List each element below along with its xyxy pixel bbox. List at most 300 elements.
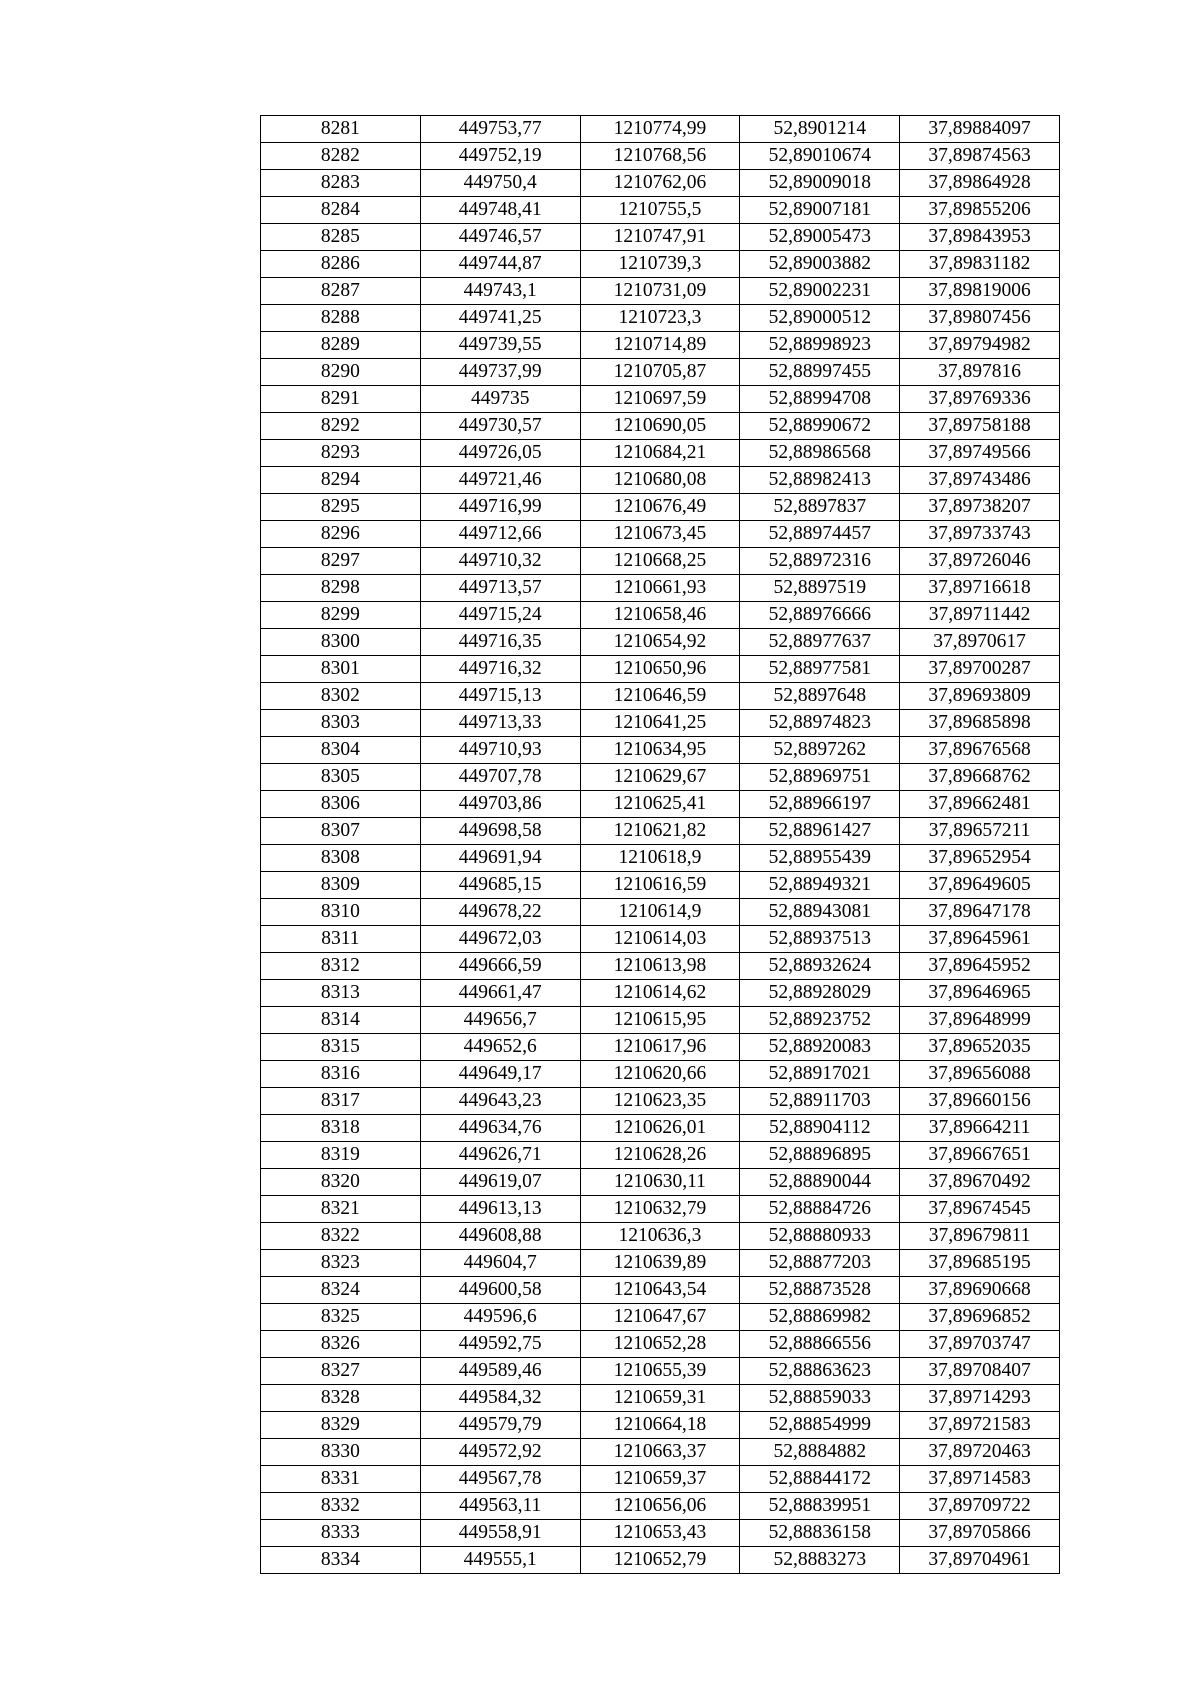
point-number-cell: 8323 xyxy=(261,1250,421,1277)
table-row xyxy=(261,1304,1060,1331)
latitude-cell: 52,88955439 xyxy=(740,845,900,872)
point-number-cell: 8325 xyxy=(261,1304,421,1331)
latitude-cell: 52,88859033 xyxy=(740,1385,900,1412)
longitude-cell: 37,89874563 xyxy=(900,143,1060,170)
x-coordinate-cell: 449713,33 xyxy=(420,710,580,737)
x-coordinate-cell: 449753,77 xyxy=(420,116,580,143)
latitude-cell: 52,88869982 xyxy=(740,1304,900,1331)
y-coordinate-cell: 1210697,59 xyxy=(580,386,740,413)
longitude-cell: 37,89726046 xyxy=(900,548,1060,575)
point-number-cell: 8288 xyxy=(261,305,421,332)
longitude-cell: 37,89656088 xyxy=(900,1061,1060,1088)
latitude-cell: 52,88917021 xyxy=(740,1061,900,1088)
latitude-cell: 52,88986568 xyxy=(740,440,900,467)
y-coordinate-cell: 1210618,9 xyxy=(580,845,740,872)
latitude-cell: 52,88873528 xyxy=(740,1277,900,1304)
longitude-cell: 37,89648999 xyxy=(900,1007,1060,1034)
table-row xyxy=(261,629,1060,656)
table-row xyxy=(261,764,1060,791)
x-coordinate-cell: 449744,87 xyxy=(420,251,580,278)
point-number-cell: 8313 xyxy=(261,980,421,1007)
longitude-cell: 37,89647178 xyxy=(900,899,1060,926)
y-coordinate-cell: 1210723,3 xyxy=(580,305,740,332)
x-coordinate-cell: 449656,7 xyxy=(420,1007,580,1034)
x-coordinate-cell: 449619,07 xyxy=(420,1169,580,1196)
y-coordinate-cell: 1210768,56 xyxy=(580,143,740,170)
point-number-cell: 8328 xyxy=(261,1385,421,1412)
longitude-cell: 37,89664211 xyxy=(900,1115,1060,1142)
table-row xyxy=(261,386,1060,413)
x-coordinate-cell: 449710,32 xyxy=(420,548,580,575)
table-row xyxy=(261,1250,1060,1277)
y-coordinate-cell: 1210664,18 xyxy=(580,1412,740,1439)
point-number-cell: 8298 xyxy=(261,575,421,602)
point-number-cell: 8326 xyxy=(261,1331,421,1358)
point-number-cell: 8292 xyxy=(261,413,421,440)
latitude-cell: 52,88966197 xyxy=(740,791,900,818)
longitude-cell: 37,89711442 xyxy=(900,602,1060,629)
point-number-cell: 8314 xyxy=(261,1007,421,1034)
latitude-cell: 52,88923752 xyxy=(740,1007,900,1034)
latitude-cell: 52,88839951 xyxy=(740,1493,900,1520)
x-coordinate-cell: 449715,24 xyxy=(420,602,580,629)
y-coordinate-cell: 1210646,59 xyxy=(580,683,740,710)
point-number-cell: 8289 xyxy=(261,332,421,359)
point-number-cell: 8293 xyxy=(261,440,421,467)
table-row xyxy=(261,1034,1060,1061)
longitude-cell: 37,89685898 xyxy=(900,710,1060,737)
longitude-cell: 37,89645952 xyxy=(900,953,1060,980)
point-number-cell: 8320 xyxy=(261,1169,421,1196)
point-number-cell: 8282 xyxy=(261,143,421,170)
point-number-cell: 8311 xyxy=(261,926,421,953)
y-coordinate-cell: 1210617,96 xyxy=(580,1034,740,1061)
point-number-cell: 8281 xyxy=(261,116,421,143)
x-coordinate-cell: 449743,1 xyxy=(420,278,580,305)
y-coordinate-cell: 1210731,09 xyxy=(580,278,740,305)
longitude-cell: 37,89676568 xyxy=(900,737,1060,764)
latitude-cell: 52,88949321 xyxy=(740,872,900,899)
table-row xyxy=(261,602,1060,629)
x-coordinate-cell: 449741,25 xyxy=(420,305,580,332)
table-row xyxy=(261,899,1060,926)
y-coordinate-cell: 1210634,95 xyxy=(580,737,740,764)
table-row xyxy=(261,1520,1060,1547)
point-number-cell: 8283 xyxy=(261,170,421,197)
longitude-cell: 37,89758188 xyxy=(900,413,1060,440)
table-row xyxy=(261,251,1060,278)
y-coordinate-cell: 1210739,3 xyxy=(580,251,740,278)
longitude-cell: 37,89700287 xyxy=(900,656,1060,683)
longitude-cell: 37,89670492 xyxy=(900,1169,1060,1196)
table-row xyxy=(261,980,1060,1007)
x-coordinate-cell: 449666,59 xyxy=(420,953,580,980)
x-coordinate-cell: 449752,19 xyxy=(420,143,580,170)
point-number-cell: 8287 xyxy=(261,278,421,305)
table-row xyxy=(261,1277,1060,1304)
y-coordinate-cell: 1210641,25 xyxy=(580,710,740,737)
latitude-cell: 52,88884726 xyxy=(740,1196,900,1223)
latitude-cell: 52,88928029 xyxy=(740,980,900,1007)
latitude-cell: 52,88961427 xyxy=(740,818,900,845)
x-coordinate-cell: 449584,32 xyxy=(420,1385,580,1412)
latitude-cell: 52,88982413 xyxy=(740,467,900,494)
point-number-cell: 8290 xyxy=(261,359,421,386)
latitude-cell: 52,88977581 xyxy=(740,656,900,683)
table-row xyxy=(261,1196,1060,1223)
y-coordinate-cell: 1210653,43 xyxy=(580,1520,740,1547)
y-coordinate-cell: 1210676,49 xyxy=(580,494,740,521)
x-coordinate-cell: 449716,32 xyxy=(420,656,580,683)
table-row xyxy=(261,1007,1060,1034)
table-row xyxy=(261,710,1060,737)
x-coordinate-cell: 449678,22 xyxy=(420,899,580,926)
longitude-cell: 37,89807456 xyxy=(900,305,1060,332)
x-coordinate-cell: 449563,11 xyxy=(420,1493,580,1520)
latitude-cell: 52,8897262 xyxy=(740,737,900,764)
y-coordinate-cell: 1210614,62 xyxy=(580,980,740,1007)
point-number-cell: 8317 xyxy=(261,1088,421,1115)
longitude-cell: 37,89714583 xyxy=(900,1466,1060,1493)
longitude-cell: 37,897816 xyxy=(900,359,1060,386)
table-row xyxy=(261,1547,1060,1574)
longitude-cell: 37,89709722 xyxy=(900,1493,1060,1520)
x-coordinate-cell: 449555,1 xyxy=(420,1547,580,1574)
y-coordinate-cell: 1210663,37 xyxy=(580,1439,740,1466)
x-coordinate-cell: 449748,41 xyxy=(420,197,580,224)
y-coordinate-cell: 1210625,41 xyxy=(580,791,740,818)
x-coordinate-cell: 449698,58 xyxy=(420,818,580,845)
y-coordinate-cell: 1210652,28 xyxy=(580,1331,740,1358)
latitude-cell: 52,88972316 xyxy=(740,548,900,575)
x-coordinate-cell: 449604,7 xyxy=(420,1250,580,1277)
table-row xyxy=(261,737,1060,764)
x-coordinate-cell: 449726,05 xyxy=(420,440,580,467)
table-row xyxy=(261,1223,1060,1250)
point-number-cell: 8299 xyxy=(261,602,421,629)
point-number-cell: 8300 xyxy=(261,629,421,656)
point-number-cell: 8334 xyxy=(261,1547,421,1574)
point-number-cell: 8324 xyxy=(261,1277,421,1304)
y-coordinate-cell: 1210650,96 xyxy=(580,656,740,683)
point-number-cell: 8303 xyxy=(261,710,421,737)
y-coordinate-cell: 1210705,87 xyxy=(580,359,740,386)
longitude-cell: 37,89884097 xyxy=(900,116,1060,143)
x-coordinate-cell: 449685,15 xyxy=(420,872,580,899)
latitude-cell: 52,89009018 xyxy=(740,170,900,197)
table-row xyxy=(261,278,1060,305)
y-coordinate-cell: 1210774,99 xyxy=(580,116,740,143)
latitude-cell: 52,88920083 xyxy=(740,1034,900,1061)
y-coordinate-cell: 1210632,79 xyxy=(580,1196,740,1223)
point-number-cell: 8285 xyxy=(261,224,421,251)
y-coordinate-cell: 1210762,06 xyxy=(580,170,740,197)
x-coordinate-cell: 449596,6 xyxy=(420,1304,580,1331)
longitude-cell: 37,89645961 xyxy=(900,926,1060,953)
x-coordinate-cell: 449737,99 xyxy=(420,359,580,386)
longitude-cell: 37,89693809 xyxy=(900,683,1060,710)
x-coordinate-cell: 449558,91 xyxy=(420,1520,580,1547)
y-coordinate-cell: 1210668,25 xyxy=(580,548,740,575)
longitude-cell: 37,89685195 xyxy=(900,1250,1060,1277)
coordinates-table-body xyxy=(261,116,1060,1574)
y-coordinate-cell: 1210615,95 xyxy=(580,1007,740,1034)
table-row xyxy=(261,1088,1060,1115)
latitude-cell: 52,88863623 xyxy=(740,1358,900,1385)
point-number-cell: 8296 xyxy=(261,521,421,548)
point-number-cell: 8284 xyxy=(261,197,421,224)
longitude-cell: 37,89660156 xyxy=(900,1088,1060,1115)
longitude-cell: 37,89667651 xyxy=(900,1142,1060,1169)
latitude-cell: 52,88974823 xyxy=(740,710,900,737)
longitude-cell: 37,89652035 xyxy=(900,1034,1060,1061)
latitude-cell: 52,89007181 xyxy=(740,197,900,224)
longitude-cell: 37,89794982 xyxy=(900,332,1060,359)
table-row xyxy=(261,953,1060,980)
latitude-cell: 52,8897837 xyxy=(740,494,900,521)
longitude-cell: 37,89769336 xyxy=(900,386,1060,413)
table-row xyxy=(261,548,1060,575)
latitude-cell: 52,88854999 xyxy=(740,1412,900,1439)
longitude-cell: 37,89743486 xyxy=(900,467,1060,494)
latitude-cell: 52,88866556 xyxy=(740,1331,900,1358)
latitude-cell: 52,88896895 xyxy=(740,1142,900,1169)
latitude-cell: 52,88974457 xyxy=(740,521,900,548)
y-coordinate-cell: 1210647,67 xyxy=(580,1304,740,1331)
x-coordinate-cell: 449643,23 xyxy=(420,1088,580,1115)
y-coordinate-cell: 1210673,45 xyxy=(580,521,740,548)
y-coordinate-cell: 1210690,05 xyxy=(580,413,740,440)
y-coordinate-cell: 1210626,01 xyxy=(580,1115,740,1142)
point-number-cell: 8322 xyxy=(261,1223,421,1250)
x-coordinate-cell: 449634,76 xyxy=(420,1115,580,1142)
table-row xyxy=(261,170,1060,197)
longitude-cell: 37,89855206 xyxy=(900,197,1060,224)
latitude-cell: 52,88844172 xyxy=(740,1466,900,1493)
longitude-cell: 37,89690668 xyxy=(900,1277,1060,1304)
point-number-cell: 8304 xyxy=(261,737,421,764)
latitude-cell: 52,8897648 xyxy=(740,683,900,710)
point-number-cell: 8316 xyxy=(261,1061,421,1088)
x-coordinate-cell: 449691,94 xyxy=(420,845,580,872)
y-coordinate-cell: 1210680,08 xyxy=(580,467,740,494)
longitude-cell: 37,89657211 xyxy=(900,818,1060,845)
point-number-cell: 8333 xyxy=(261,1520,421,1547)
y-coordinate-cell: 1210621,82 xyxy=(580,818,740,845)
longitude-cell: 37,89674545 xyxy=(900,1196,1060,1223)
table-row xyxy=(261,1439,1060,1466)
longitude-cell: 37,89721583 xyxy=(900,1412,1060,1439)
table-row xyxy=(261,197,1060,224)
table-row xyxy=(261,1466,1060,1493)
longitude-cell: 37,89864928 xyxy=(900,170,1060,197)
x-coordinate-cell: 449592,75 xyxy=(420,1331,580,1358)
latitude-cell: 52,89003882 xyxy=(740,251,900,278)
longitude-cell: 37,89649605 xyxy=(900,872,1060,899)
latitude-cell: 52,89005473 xyxy=(740,224,900,251)
latitude-cell: 52,88836158 xyxy=(740,1520,900,1547)
longitude-cell: 37,89662481 xyxy=(900,791,1060,818)
point-number-cell: 8318 xyxy=(261,1115,421,1142)
table-row xyxy=(261,818,1060,845)
x-coordinate-cell: 449652,6 xyxy=(420,1034,580,1061)
longitude-cell: 37,89831182 xyxy=(900,251,1060,278)
latitude-cell: 52,88990672 xyxy=(740,413,900,440)
latitude-cell: 52,88997455 xyxy=(740,359,900,386)
x-coordinate-cell: 449589,46 xyxy=(420,1358,580,1385)
latitude-cell: 52,88911703 xyxy=(740,1088,900,1115)
point-number-cell: 8309 xyxy=(261,872,421,899)
longitude-cell: 37,89705866 xyxy=(900,1520,1060,1547)
table-row xyxy=(261,116,1060,143)
point-number-cell: 8315 xyxy=(261,1034,421,1061)
latitude-cell: 52,88877203 xyxy=(740,1250,900,1277)
x-coordinate-cell: 449739,55 xyxy=(420,332,580,359)
longitude-cell: 37,89668762 xyxy=(900,764,1060,791)
table-row xyxy=(261,1331,1060,1358)
table-row xyxy=(261,1061,1060,1088)
y-coordinate-cell: 1210636,3 xyxy=(580,1223,740,1250)
table-row xyxy=(261,926,1060,953)
y-coordinate-cell: 1210639,89 xyxy=(580,1250,740,1277)
table-row xyxy=(261,521,1060,548)
y-coordinate-cell: 1210613,98 xyxy=(580,953,740,980)
table-row xyxy=(261,1358,1060,1385)
point-number-cell: 8297 xyxy=(261,548,421,575)
latitude-cell: 52,8883273 xyxy=(740,1547,900,1574)
x-coordinate-cell: 449710,93 xyxy=(420,737,580,764)
table-row xyxy=(261,1493,1060,1520)
latitude-cell: 52,89000512 xyxy=(740,305,900,332)
longitude-cell: 37,89708407 xyxy=(900,1358,1060,1385)
point-number-cell: 8319 xyxy=(261,1142,421,1169)
y-coordinate-cell: 1210614,9 xyxy=(580,899,740,926)
point-number-cell: 8295 xyxy=(261,494,421,521)
point-number-cell: 8310 xyxy=(261,899,421,926)
longitude-cell: 37,89646965 xyxy=(900,980,1060,1007)
y-coordinate-cell: 1210643,54 xyxy=(580,1277,740,1304)
longitude-cell: 37,89738207 xyxy=(900,494,1060,521)
point-number-cell: 8307 xyxy=(261,818,421,845)
point-number-cell: 8302 xyxy=(261,683,421,710)
longitude-cell: 37,89749566 xyxy=(900,440,1060,467)
y-coordinate-cell: 1210628,26 xyxy=(580,1142,740,1169)
x-coordinate-cell: 449735 xyxy=(420,386,580,413)
longitude-cell: 37,89704961 xyxy=(900,1547,1060,1574)
x-coordinate-cell: 449600,58 xyxy=(420,1277,580,1304)
point-number-cell: 8291 xyxy=(261,386,421,413)
table-row xyxy=(261,494,1060,521)
point-number-cell: 8327 xyxy=(261,1358,421,1385)
table-row xyxy=(261,332,1060,359)
table-row xyxy=(261,413,1060,440)
x-coordinate-cell: 449626,71 xyxy=(420,1142,580,1169)
latitude-cell: 52,89002231 xyxy=(740,278,900,305)
point-number-cell: 8321 xyxy=(261,1196,421,1223)
y-coordinate-cell: 1210614,03 xyxy=(580,926,740,953)
x-coordinate-cell: 449672,03 xyxy=(420,926,580,953)
point-number-cell: 8331 xyxy=(261,1466,421,1493)
y-coordinate-cell: 1210652,79 xyxy=(580,1547,740,1574)
latitude-cell: 52,88904112 xyxy=(740,1115,900,1142)
latitude-cell: 52,88994708 xyxy=(740,386,900,413)
point-number-cell: 8332 xyxy=(261,1493,421,1520)
x-coordinate-cell: 449721,46 xyxy=(420,467,580,494)
longitude-cell: 37,89652954 xyxy=(900,845,1060,872)
table-row xyxy=(261,143,1060,170)
x-coordinate-cell: 449716,35 xyxy=(420,629,580,656)
latitude-cell: 52,89010674 xyxy=(740,143,900,170)
table-row xyxy=(261,440,1060,467)
point-number-cell: 8329 xyxy=(261,1412,421,1439)
x-coordinate-cell: 449567,78 xyxy=(420,1466,580,1493)
point-number-cell: 8306 xyxy=(261,791,421,818)
table-row xyxy=(261,1142,1060,1169)
latitude-cell: 52,88998923 xyxy=(740,332,900,359)
longitude-cell: 37,89716618 xyxy=(900,575,1060,602)
table-row xyxy=(261,1115,1060,1142)
table-row xyxy=(261,359,1060,386)
latitude-cell: 52,88890044 xyxy=(740,1169,900,1196)
point-number-cell: 8330 xyxy=(261,1439,421,1466)
point-number-cell: 8312 xyxy=(261,953,421,980)
y-coordinate-cell: 1210658,46 xyxy=(580,602,740,629)
table-row xyxy=(261,872,1060,899)
x-coordinate-cell: 449716,99 xyxy=(420,494,580,521)
longitude-cell: 37,89733743 xyxy=(900,521,1060,548)
y-coordinate-cell: 1210616,59 xyxy=(580,872,740,899)
y-coordinate-cell: 1210623,35 xyxy=(580,1088,740,1115)
point-number-cell: 8294 xyxy=(261,467,421,494)
longitude-cell: 37,89679811 xyxy=(900,1223,1060,1250)
longitude-cell: 37,89703747 xyxy=(900,1331,1060,1358)
x-coordinate-cell: 449730,57 xyxy=(420,413,580,440)
y-coordinate-cell: 1210661,93 xyxy=(580,575,740,602)
latitude-cell: 52,88969751 xyxy=(740,764,900,791)
table-row xyxy=(261,467,1060,494)
x-coordinate-cell: 449661,47 xyxy=(420,980,580,1007)
table-row xyxy=(261,224,1060,251)
y-coordinate-cell: 1210747,91 xyxy=(580,224,740,251)
x-coordinate-cell: 449579,79 xyxy=(420,1412,580,1439)
latitude-cell: 52,88880933 xyxy=(740,1223,900,1250)
latitude-cell: 52,8897519 xyxy=(740,575,900,602)
longitude-cell: 37,89714293 xyxy=(900,1385,1060,1412)
y-coordinate-cell: 1210659,31 xyxy=(580,1385,740,1412)
y-coordinate-cell: 1210630,11 xyxy=(580,1169,740,1196)
x-coordinate-cell: 449703,86 xyxy=(420,791,580,818)
latitude-cell: 52,88977637 xyxy=(740,629,900,656)
x-coordinate-cell: 449750,4 xyxy=(420,170,580,197)
table-row xyxy=(261,791,1060,818)
y-coordinate-cell: 1210654,92 xyxy=(580,629,740,656)
table-row xyxy=(261,683,1060,710)
y-coordinate-cell: 1210684,21 xyxy=(580,440,740,467)
latitude-cell: 52,88932624 xyxy=(740,953,900,980)
longitude-cell: 37,89843953 xyxy=(900,224,1060,251)
longitude-cell: 37,89720463 xyxy=(900,1439,1060,1466)
latitude-cell: 52,88943081 xyxy=(740,899,900,926)
point-number-cell: 8286 xyxy=(261,251,421,278)
latitude-cell: 52,8884882 xyxy=(740,1439,900,1466)
y-coordinate-cell: 1210659,37 xyxy=(580,1466,740,1493)
longitude-cell: 37,89819006 xyxy=(900,278,1060,305)
table-row xyxy=(261,656,1060,683)
table-row xyxy=(261,1412,1060,1439)
point-number-cell: 8308 xyxy=(261,845,421,872)
y-coordinate-cell: 1210655,39 xyxy=(580,1358,740,1385)
y-coordinate-cell: 1210629,67 xyxy=(580,764,740,791)
